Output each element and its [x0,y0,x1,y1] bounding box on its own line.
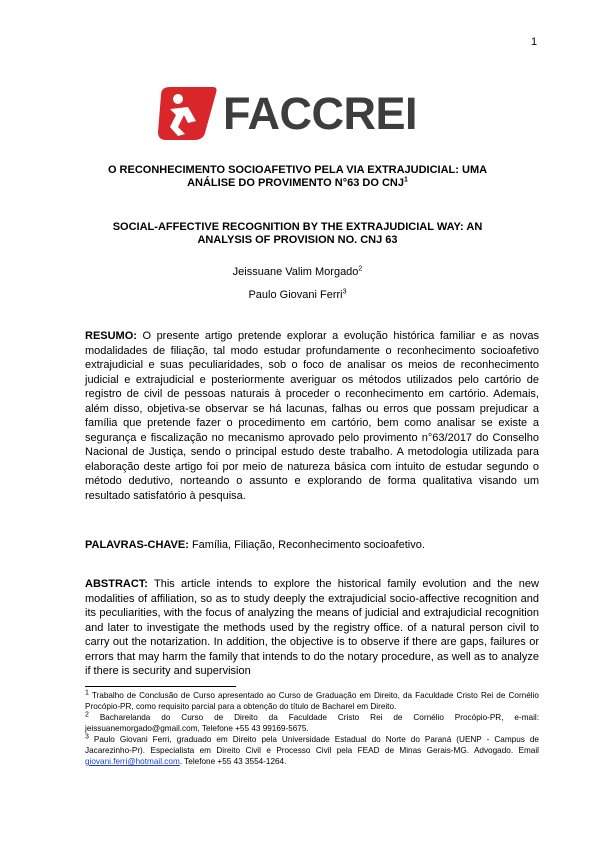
page-number: 1 [531,36,538,48]
footnote-number: 1 [85,689,89,697]
footnote-text: Trabalho de Conclusão de Curso apresentado ao Curso de Graduação em Direito, da Faculdade Cristo Rei de Cornélio Procópio-PR, como requisito parcial para a obtenção do título de Bacharel em Direito. [85,691,539,711]
faccrei-logo-icon [158,87,218,140]
title-portuguese [88,164,507,190]
faccrei-logo [158,87,468,140]
footnote-text: Paulo Giovani Ferri, graduado em Direito pela Universidade Estadual do Norte do Paraná (UENP - Campus de Jacarezinho-Pr). Especialista em Direito Civil e Processo Civil pela FEAD de Minas Gerais-MG. Advogado. Email [85,735,539,755]
footnote-ref-2: 2 [358,265,363,273]
footnote-2 [85,712,539,734]
author-name: Paulo Giovani Ferri [248,289,343,301]
footnote-text: Bacharelanda do Curso de Direito da Faculdade Cristo Rei de Cornélio Procópio-PR, e-mail: jeissuanemorgado@gmail.com, Telefone +55 43 99169-5675. [85,713,539,733]
title-pt-line1: O RECONHECIMENTO SOCIOAFETIVO PELA VIA EXTRAJUDICIAL: UMA [107,164,488,176]
resumo-paragraph [85,329,539,503]
author-name: Jeissuane Valim Morgado [232,266,359,278]
resumo-label: RESUMO: [85,330,137,342]
title-en-line2: ANALYSIS OF PROVISION NO. CNJ 63 [197,234,398,246]
footnote-3 [85,734,539,767]
footnotes [85,690,539,767]
footnote-number: 3 [85,733,89,741]
footnote-1 [85,690,539,712]
title-english [88,221,507,247]
footnote-separator [85,686,236,687]
keywords-label: PALAVRAS-CHAVE: [85,539,189,551]
author-2 [0,289,595,301]
title-pt-line2: ANÁLISE DO PROVIMENTO N°63 DO CNJ [187,177,404,189]
title-en-line1: SOCIAL-AFFECTIVE RECOGNITION BY THE EXTRAJUDICIAL WAY: AN [112,221,483,233]
resumo-text: O presente artigo pretende explorar a evolução histórica familiar e as novas modalidades de filiação, tal modo estudar profundamente o reconhecimento socioafetivo extrajudicial e suas peculiaridades, sob o foco de analisar os meios de reconhecimento judicial e extrajudicial e posteriormente averiguar os métodos utilizados pelo cartório de registro de civil de pessoas naturais à proceder o reconhecimento em cartório. Ademais, além disso, objetiva-se observar se há lacunas, falhas ou erros que possam prejudicar a família que pretende fazer o procedimento em cartório, bem como analisar se existe a segurança e fiscalização no mecanismo aprovado pelo provimento n°63/2017 do Conselho Nacional de Justiça, sendo o principal estudo deste trabalho. A metodologia utilizada para elaboração deste artigo foi por meio de natureza básica com intuito de estudar segundo o método dedutivo, norteando o assunto e explorando de forma qualitativa visando um resultado satisfatório à pesquisa. [85,330,539,502]
abstract-paragraph [85,577,539,679]
abstract-text: This article intends to explore the historical family evolution and the new modalities of affiliation, so as to study deeply the extrajudicial socio-affective recognition and its peculiarities, with the focus of analyzing the means of judicial and extrajudicial recognition and later to investigate the methods used by the registry office. of a natural person civil to carry out the notarization. In addition, the objective is to observe if there are gaps, failures or errors that may harm the family that intends to do the notary procedure, as well as to analyze if there is security and supervision [85,578,539,677]
footnote-text-end: . Telefone +55 43 3554-1264. [179,757,287,766]
abstract-label: ABSTRACT: [85,578,148,590]
email-link[interactable]: giovani.ferri@hotmail.com [85,757,180,766]
footnote-ref-1: 1 [404,176,408,184]
author-1 [0,266,595,278]
footnote-ref-3: 3 [342,288,347,296]
keywords-paragraph [85,538,539,553]
keywords-text: Família, Filiação, Reconhecimento socioafetivo. [188,539,425,551]
footnote-number: 2 [85,711,89,719]
logo-wordmark: FACCREI [223,88,418,139]
